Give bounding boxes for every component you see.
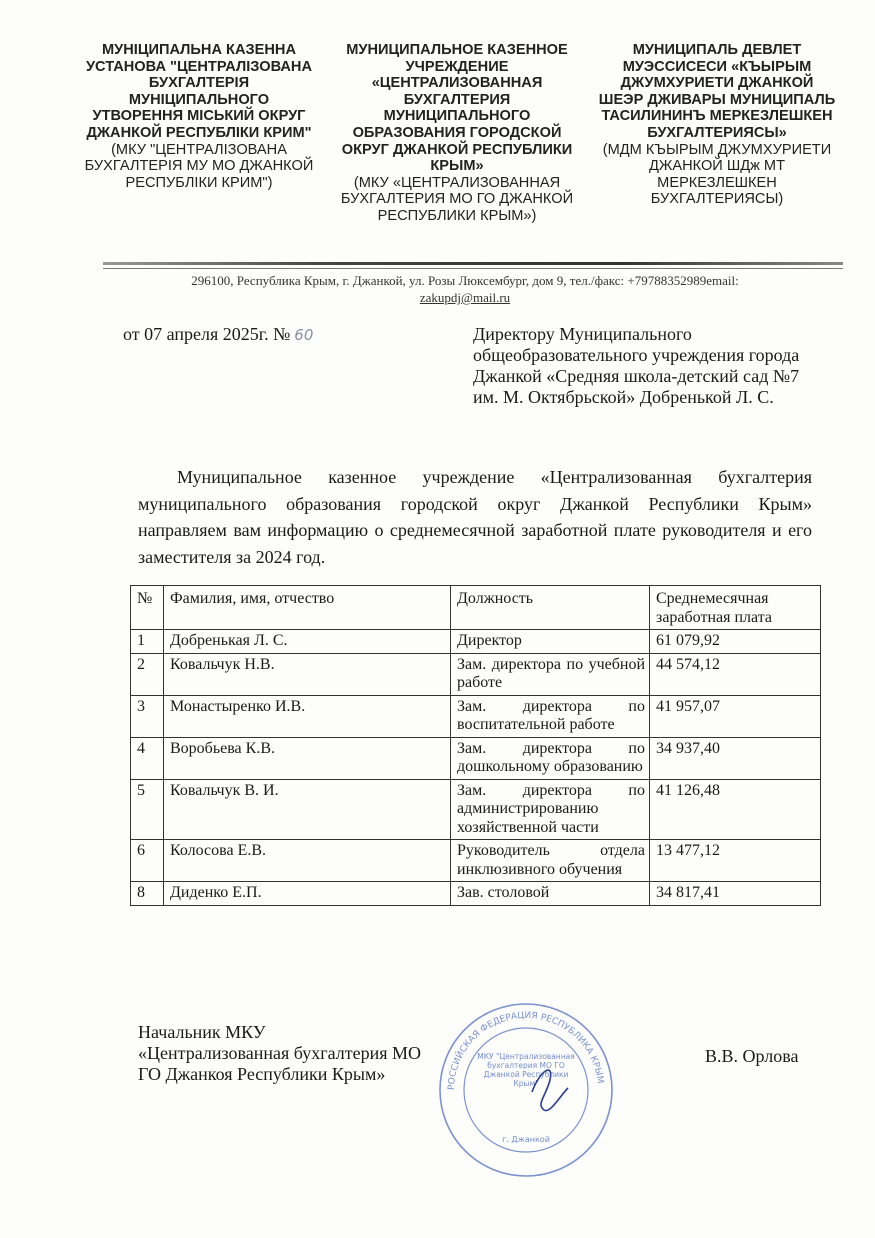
cell-salary: 34 937,40 bbox=[650, 737, 821, 779]
header-crimean-tatar-bold: МУНИЦИПАЛЬ ДЕВЛЕТ МУЭССИСЕСИ «КЪЫРЫМ ДЖУМХУРИЕТИ ДЖАНКОЙ ШЕЭР ДЖИВАРЫ МУНИЦИПАЛЬ ТАСИЛИНИНЪ МЕРКЕЗЛЕШКЕН БУХГАЛТЕРИЯСЫ» bbox=[598, 42, 836, 141]
stamp-outer-text: РОССИЙСКАЯ ФЕДЕРАЦИЯ РЕСПУБЛИКА КРЫМ bbox=[446, 1010, 605, 1091]
cell-name: Монастыренко И.В. bbox=[164, 695, 451, 737]
header-divider-thick bbox=[103, 262, 843, 265]
letter-number: 60 bbox=[294, 326, 314, 344]
addressee-block: Директору Муниципального общеобразовательного учреждения города Джанкой «Средняя школа-детский сад №7 им. М. Октябрьской» Добренькой Л. С. bbox=[473, 324, 800, 407]
cell-name: Ковальчук Н.В. bbox=[164, 653, 451, 695]
header-crimean-tatar bbox=[598, 42, 836, 208]
header-cell-salary: Среднемесячная заработная плата bbox=[650, 586, 821, 630]
cell-salary: 41 957,07 bbox=[650, 695, 821, 737]
letter-body: Муниципальное казенное учреждение «Централизованная бухгалтерия муниципального образования городской округ Джанкой Республики Крым» направляем вам информацию о среднемесячной заработной плате руководителя и его заместителя за 2024 год. bbox=[138, 467, 812, 567]
salary-table bbox=[130, 585, 821, 906]
cell-name: Добренькая Л. С. bbox=[164, 630, 451, 654]
header-ukrainian-bold: МУНІЦИПАЛЬНА КАЗЕННА УСТАНОВА "ЦЕНТРАЛІЗОВАНА БУХГАЛТЕРІЯ МУНІЦИПАЛЬНОГО УТВОРЕННЯ МІСЬКИЙ ОКРУГ ДЖАНКОЙ РЕСПУБЛІКИ КРИМ" bbox=[85, 42, 313, 141]
signatory-title-line3: ГО Джанкоя Республики Крым» bbox=[138, 1064, 386, 1084]
table-row bbox=[131, 737, 821, 779]
cell-number: 2 bbox=[131, 653, 164, 695]
cell-position: Руководитель отдела инклюзивного обучения bbox=[451, 840, 650, 882]
cell-salary: 13 477,12 bbox=[650, 840, 821, 882]
cell-salary: 34 817,41 bbox=[650, 882, 821, 906]
cell-salary: 44 574,12 bbox=[650, 653, 821, 695]
cell-position: Зам. директора по воспитательной работе bbox=[451, 695, 650, 737]
cell-position: Зам. директора по администрированию хозяйственной части bbox=[451, 779, 650, 840]
header-russian-short: (МКУ «ЦЕНТРАЛИЗОВАННАЯ БУХГАЛТЕРИЯ МО ГО ДЖАНКОЙ РЕСПУБЛИКИ КРЫМ») bbox=[340, 174, 574, 224]
table-row bbox=[131, 882, 821, 906]
cell-position: Зам. директора по дошкольному образованию bbox=[451, 737, 650, 779]
cell-salary: 41 126,48 bbox=[650, 779, 821, 840]
header-russian-bold: МУНИЦИПАЛЬНОЕ КАЗЕННОЕ УЧРЕЖДЕНИЕ «ЦЕНТРАЛИЗОВАННАЯ БУХГАЛТЕРИЯ МУНИЦИПАЛЬНОГО ОБРАЗОВАНИЯ ГОРОДСКОЙ ОКРУГ ДЖАНКОЙ РЕСПУБЛИКИ КРЫМ» bbox=[341, 42, 573, 175]
table-row bbox=[131, 653, 821, 695]
cell-position: Зав. столовой bbox=[451, 882, 650, 906]
cell-number: 6 bbox=[131, 840, 164, 882]
stamp-center bbox=[476, 1052, 576, 1116]
cell-number: 5 bbox=[131, 779, 164, 840]
cell-number: 8 bbox=[131, 882, 164, 906]
header-russian bbox=[332, 42, 582, 225]
table-header-row bbox=[131, 586, 821, 630]
letter-date-text: от 07 апреля 2025г. № bbox=[123, 324, 291, 344]
header-divider-thin bbox=[103, 268, 843, 269]
signatory-title bbox=[138, 1022, 421, 1085]
cell-number: 1 bbox=[131, 630, 164, 654]
cell-salary: 61 079,92 bbox=[650, 630, 821, 654]
header-ukrainian-short: (МКУ "ЦЕНТРАЛІЗОВАНА БУХГАЛТЕРІЯ МУ МО ДЖАНКОЙ РЕСПУБЛІКИ КРИМ") bbox=[84, 141, 314, 191]
table-row bbox=[131, 695, 821, 737]
header-cell-position: Должность bbox=[451, 586, 650, 630]
cell-position: Директор bbox=[451, 630, 650, 654]
signatory-title-line1: Начальник МКУ bbox=[138, 1022, 266, 1042]
cell-name: Диденко Е.П. bbox=[164, 882, 451, 906]
table-row bbox=[131, 630, 821, 654]
table-row bbox=[131, 779, 821, 840]
email-link[interactable]: zakupdj@mail.ru bbox=[419, 290, 511, 305]
header-crimean-tatar-short: (МДМ КЪЫРЫМ ДЖУМХУРИЕТИ ДЖАНКОЙ ШДж МТ МЕРКЕЗЛЕШКЕН БУХГАЛТЕРИЯСЫ) bbox=[602, 141, 832, 208]
cell-number: 4 bbox=[131, 737, 164, 779]
address-block bbox=[100, 272, 830, 306]
header-ukrainian bbox=[82, 42, 316, 191]
cell-name: Ковальчук В. И. bbox=[164, 779, 451, 840]
signatory-title-line2: «Централизованная бухгалтерия МО bbox=[138, 1043, 422, 1063]
stamp-city: г. Джанкой bbox=[502, 1135, 550, 1144]
signatory-name: В.В. Орлова bbox=[705, 1046, 799, 1066]
stamp-center-text: МКУ "Централизованная бухгалтерия МО ГО Джанкой Республики Крым" bbox=[477, 1052, 575, 1088]
address-line: 296100, Республика Крым, г. Джанкой, ул. Розы Люксембург, дом 9, тел./факс: +79788352989email: bbox=[191, 273, 739, 288]
table-row bbox=[131, 840, 821, 882]
cell-name: Колосова Е.В. bbox=[164, 840, 451, 882]
official-stamp bbox=[436, 1000, 616, 1180]
letter-date bbox=[123, 324, 313, 345]
header-cell-name: Фамилия, имя, отчество bbox=[164, 586, 451, 630]
cell-number: 3 bbox=[131, 695, 164, 737]
cell-name: Воробьева К.В. bbox=[164, 737, 451, 779]
cell-position: Зам. директора по учебной работе bbox=[451, 653, 650, 695]
header-cell-number: № bbox=[131, 586, 164, 630]
